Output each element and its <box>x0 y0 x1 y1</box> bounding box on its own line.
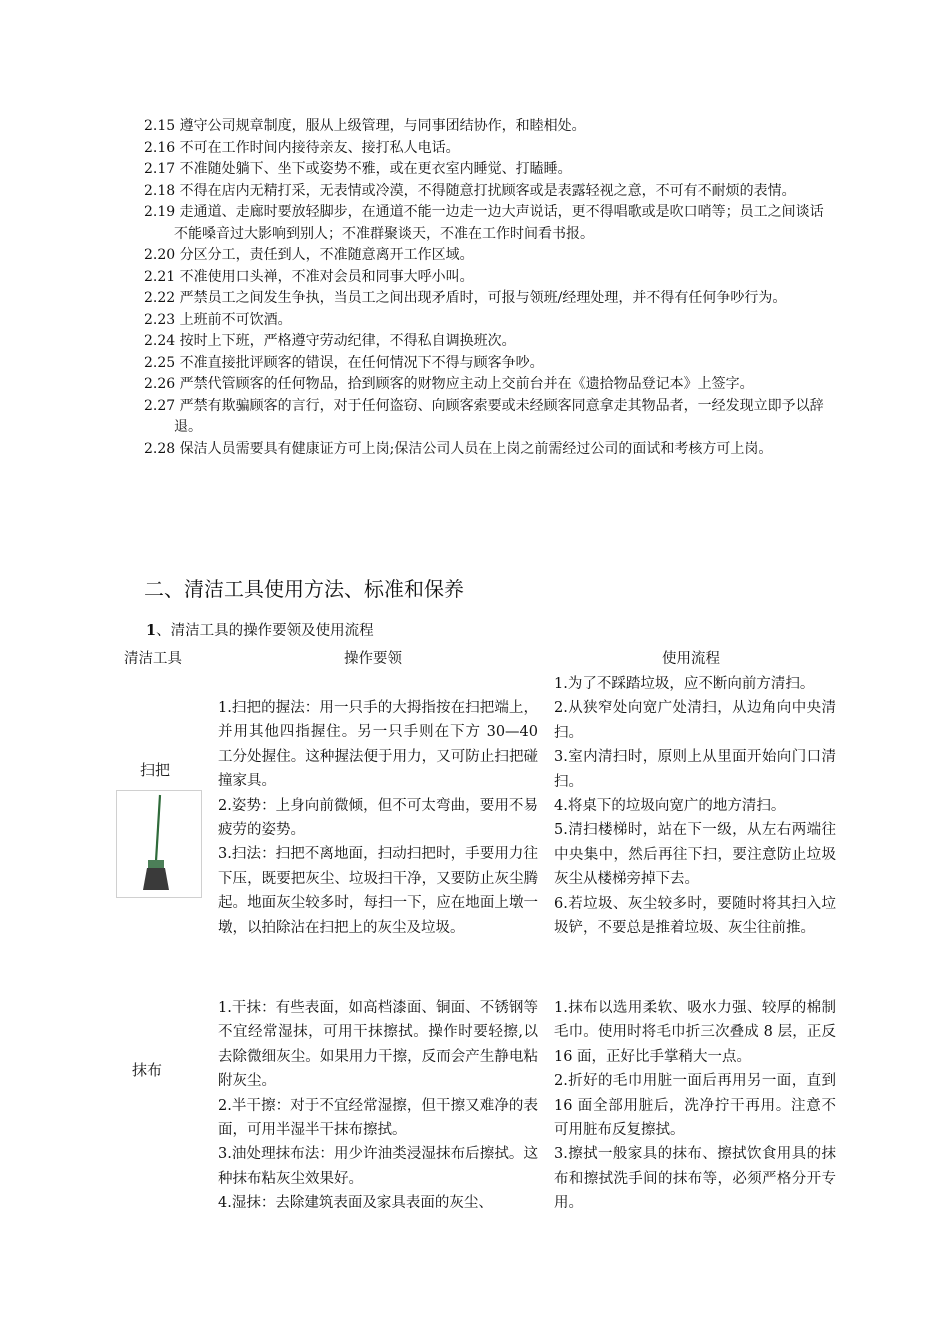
rule-item: 2.27 严禁有欺骗顾客的言行，对于任何盗窃、向顾客索要或未经顾客同意拿走其物品者，一经发现立即予以辞退。 <box>144 397 824 435</box>
rule-item: 2.20 分区分工，责任到人，不准随意离开工作区域。 <box>144 247 474 263</box>
rule-item: 2.23 上班前不可饮酒。 <box>144 311 292 328</box>
rule-item: 2.26 严禁代管顾客的任何物品，拾到顾客的财物应主动上交前台并在《遗拾物品登记本》上签字。 <box>144 376 754 392</box>
rules-list <box>144 116 824 460</box>
broom-flow <box>554 672 836 940</box>
rule-item: 2.28 保洁人员需要具有健康证方可上岗;保洁公司人员在上岗之前需经过公司的面试和考核方可上岗。 <box>144 440 773 457</box>
rule-item: 2.22 严禁员工之间发生争执，当员工之间出现矛盾时，可报与领班/经理处理，并不得有任何争吵行为。 <box>144 290 787 306</box>
flow-step: 3.室内清扫时，原则上从里面开始向门口清扫。 <box>554 749 836 790</box>
flow-step: 5.清扫楼梯时，站在下一级，从左右两端往中央集中，然后再往下扫，要注意防止垃圾灰尘从楼梯旁掉下去。 <box>554 822 836 888</box>
cloth-operations <box>218 996 538 1216</box>
operation-step: 1.干抹：有些表面，如高档漆面、铜面、不锈钢等不宜经常湿抹，可用干抹擦拭。操作时要轻擦,以去除微细灰尘。如果用力干擦，反而会产生静电粘附灰尘。 <box>218 1000 538 1090</box>
operation-step: 3.扫法：扫把不离地面，扫动扫把时，手要用力往下压，既要把灰尘、垃圾扫干净，又要防止灰尘腾起。地面灰尘较多时，每扫一下，应在地面上墩一墩，以拍除沾在扫把上的灰尘及垃圾。 <box>218 846 538 936</box>
header-operation: 操作要领 <box>344 651 402 667</box>
flow-step: 3.擦拭一般家具的抹布、擦拭饮食用具的抹布和擦拭洗手间的抹布等，必须严格分开专用。 <box>554 1146 836 1212</box>
flow-step: 4.将桌下的垃圾向宽广的地方清扫。 <box>554 798 786 815</box>
operation-step: 3.油处理抹布法：用少许油类浸湿抹布后擦拭。这种抹布粘灰尘效果好。 <box>218 1146 538 1187</box>
flow-step: 2.从狭窄处向宽广处清扫，从边角向中央清扫。 <box>554 700 836 741</box>
tool-name-cloth: 抹布 <box>132 1061 163 1079</box>
rule-item: 2.19 走通道、走廊时要放轻脚步，在通道不能一边走一边大声说话，更不得唱歌或是吹口哨等；员工之间谈话不能嗓音过大影响到别人；不准群聚谈天，不准在工作时间看书报。 <box>144 204 824 242</box>
flow-step: 2.折好的毛巾用脏一面后再用另一面，直到 16 面全部用脏后，洗净拧干再用。注意不可用脏布反复擦拭。 <box>554 1073 836 1139</box>
rule-item: 2.15 遵守公司规章制度，服从上级管理，与同事团结协作，和睦相处。 <box>144 118 586 134</box>
subsection-number: 1 <box>146 622 157 639</box>
section-title: 二、清洁工具使用方法、标准和保养 <box>144 577 464 601</box>
broom-operations <box>218 696 538 940</box>
operation-step: 2.姿势：上身向前微倾，但不可太弯曲，要用不易疲劳的姿势。 <box>218 797 538 839</box>
flow-step: 1.为了不踩踏垃圾，应不断向前方清扫。 <box>554 676 815 692</box>
flow-step: 6.若垃圾、灰尘较多时，要随时将其扫入垃圾铲，不要总是推着垃圾、灰尘往前推。 <box>554 895 836 937</box>
rule-item: 2.25 不准直接批评顾客的错误，在任何情况下不得与顾客争吵。 <box>144 354 544 371</box>
broom-icon <box>117 791 201 897</box>
operation-step: 4.湿抹：去除建筑表面及家具表面的灰尘、 <box>218 1195 493 1212</box>
rule-item: 2.16 不可在工作时间内接待亲友、接打私人电话。 <box>144 139 460 156</box>
header-flow: 使用流程 <box>662 651 720 667</box>
cloth-flow <box>554 996 836 1216</box>
rule-item: 2.18 不得在店内无精打采，无表情或冷漠，不得随意打扰顾客或是表露轻视之意，不可有不耐烦的表情。 <box>144 182 796 199</box>
subsection-title <box>146 620 374 642</box>
operation-step: 2.半干擦：对于不宜经常湿擦，但干擦又难净的表面，可用半湿半干抹布擦拭。 <box>218 1097 538 1139</box>
subsection-text: 、清洁工具的操作要领及使用流程 <box>156 623 374 639</box>
tool-name-broom: 扫把 <box>140 761 171 779</box>
flow-step: 1.抹布以选用柔软、吸水力强、较厚的棉制毛巾。使用时将毛巾折三次叠成 8 层，正反 16 面，正好比手掌稍大一点。 <box>554 1000 836 1065</box>
broom-image <box>116 790 202 898</box>
header-tool: 清洁工具 <box>124 651 182 667</box>
operation-step: 1.扫把的握法：用一只手的大拇指按在扫把端上，并用其他四指握住。另一只手则在下方 30—40 工分处握住。这种握法便于用力，又可防止扫把碰撞家具。 <box>218 700 538 790</box>
rule-item: 2.24 按时上下班，严格遵守劳动纪律，不得私自调换班次。 <box>144 333 516 349</box>
rule-item: 2.17 不准随处躺下、坐下或姿势不雅，或在更衣室内睡觉、打瞌睡。 <box>144 161 572 177</box>
rule-item: 2.21 不准使用口头禅，不准对会员和同事大呼小叫。 <box>144 268 474 285</box>
